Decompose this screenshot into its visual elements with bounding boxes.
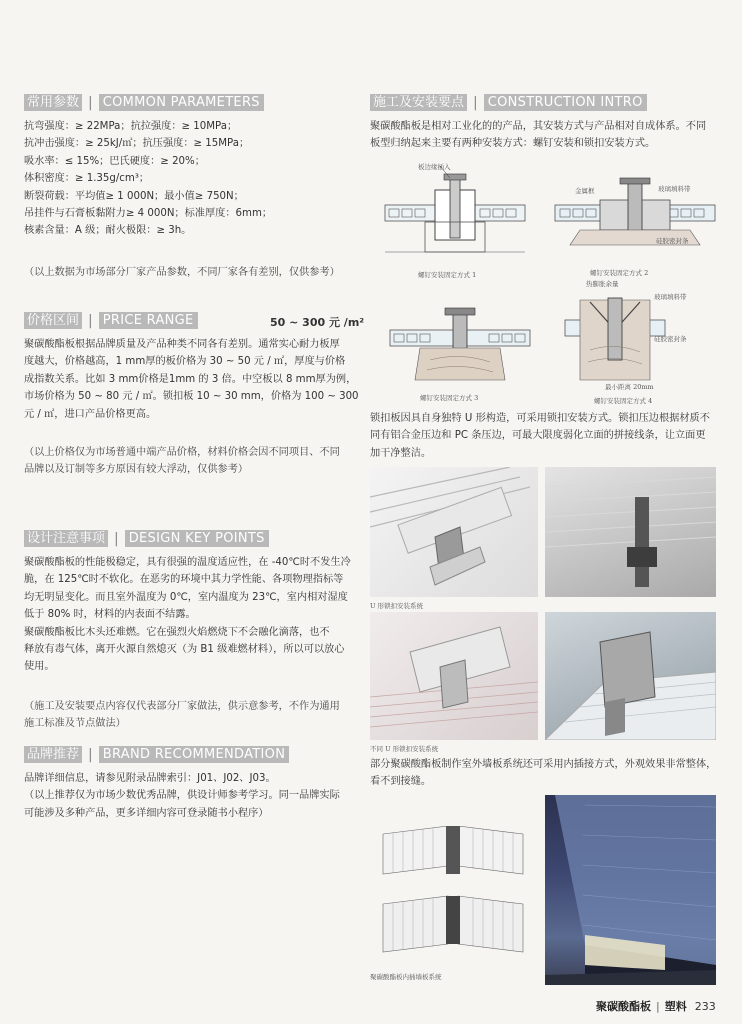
diagram-label: 硅胶密封条 xyxy=(656,237,689,245)
diagram-caption: 螺钉安装固定方式 1 xyxy=(418,271,477,279)
design-note: （施工及安装要点内容仅代表部分厂家做法，供示意参考，不作为通用 施工标准及节点做法） xyxy=(24,701,340,730)
screw-mount-diagram-2 xyxy=(550,170,720,265)
section-header-common: 常用参数 | COMMON PARAMETERS xyxy=(24,94,264,111)
screw-mount-diagram-1 xyxy=(380,160,530,270)
section-title-cn: 设计注意事项 xyxy=(24,530,108,547)
section-title-cn: 常用参数 xyxy=(24,94,82,111)
inner-insert-description: 部分聚碳酸酯板制作室外墙板系统还可采用内插接方式，外观效果非常整体， 看不到接缝。 xyxy=(370,759,717,788)
param-line: 吸水率：≤ 15%；巴氏硬度：≥ 20%； xyxy=(24,155,205,167)
section-title-cn: 品牌推荐 xyxy=(24,746,82,763)
price-line: 度越大，价格越高，1 mm厚的板价格为 30 ~ 50 元 / ㎡，厚度与价格 xyxy=(24,356,346,368)
section-header-construction: 施工及安装要点 | CONSTRUCTION INTRO xyxy=(370,94,647,111)
footer-category: 塑料 xyxy=(664,1000,687,1013)
section-title-cn: 价格区间 xyxy=(24,312,82,329)
param-line: 体积密度：≥ 1.35g/cm³； xyxy=(24,173,150,185)
design-description: 聚碳酸酯板的性能极稳定，具有很强的温度适应性，在 -40℃时不发生冷 脆，在 125℃时不软化。在恶劣的环境中其力学性能、各项物理指标等 均无明显变化。而且室外温度为 0℃，室内温度为 23℃，室内相对湿度 低于 80% 时，材料的内表面不结露。 聚碳酸酯板比木头还难燃。它在强烈火焰燃烧下不会融化滴落，也不 释放有毒气体，离开火源自然熄灭（为 B1 级难燃材料），所以可以放心 使用。 xyxy=(24,557,351,673)
param-line: 抗冲击强度：≥ 25kJ/㎡；抗压强度：≥ 15MPa； xyxy=(24,138,250,150)
param-line: 抗弯强度：≥ 22MPa；抗拉强度：≥ 10MPa； xyxy=(24,121,238,132)
price-range-value: 50 ~ 300 元 /m² xyxy=(270,316,365,329)
diagram-caption: 螺钉安装固定方式 4 xyxy=(594,397,653,405)
building-facade-photo xyxy=(545,795,716,985)
diagram-label: 最小距离 20mm xyxy=(605,383,654,391)
section-title-en: COMMON PARAMETERS xyxy=(99,94,264,111)
u-lock-photo-3 xyxy=(370,612,538,740)
common-parameters-list xyxy=(24,118,354,240)
screw-mount-diagram-3 xyxy=(385,300,535,390)
param-line: 核素含量：A 级；耐火极限：≥ 3h。 xyxy=(24,225,192,237)
diagram-caption: 螺钉安装固定方式 2 xyxy=(590,269,649,277)
section-title-en: PRICE RANGE xyxy=(99,312,198,329)
param-line: 断裂荷载：平均值≥ 1 000N；最小值≥ 750N； xyxy=(24,190,244,202)
construction-intro: 聚碳酸酯板是相对工业化的的产品，其安装方式与产品相对自成体系。不同 板型归纳起来主要有两种安装方式：螺钉安装和锁扣安装方式。 xyxy=(370,121,707,150)
section-title-en: BRAND RECOMMENDATION xyxy=(99,746,290,763)
price-line: 元 / ㎡，进口产品价格更高。 xyxy=(24,408,157,420)
common-note: （以上数据为市场部分厂家产品参数，不同厂家各有差别，仅供参考） xyxy=(24,267,340,278)
price-line: 市场价格为 50 ~ 80 元 / ㎡。锁扣板 10 ~ 30 mm，价格为 100 ~ 300 xyxy=(24,391,359,403)
price-note: （以上价格仅为市场普通中端产品价格，材料价格会因不同项目、不同 品牌以及订制等多方原因有较大浮动，仅供参考） xyxy=(24,447,340,476)
footer-product: 聚碳酸酯板 xyxy=(596,1000,651,1013)
u-lock-photo-4 xyxy=(545,612,716,740)
price-line: 成指数关系。比如 3 mm价格是1mm 的 3 倍。中空板以 8 mm厚为例， xyxy=(24,373,357,385)
price-description xyxy=(24,336,364,423)
section-header-design: 设计注意事项 | DESIGN KEY POINTS xyxy=(24,530,269,547)
brand-description: 品牌详细信息，请参见附录品牌索引：J01、J02、J03。 （以上推荐仅为市场少数优秀品牌，供设计师参考学习。同一品牌实际 可能涉及多种产品，更多详细内容可登录随书小程序） xyxy=(24,773,340,819)
diagram-caption: 聚碳酸酯板内插墙板系统 xyxy=(370,973,442,981)
u-lock-photo-1 xyxy=(370,467,538,597)
diagram-label: 硅胶密封条 xyxy=(654,335,687,343)
section-header-price: 价格区间 | PRICE RANGE xyxy=(24,312,198,329)
section-title-en: DESIGN KEY POINTS xyxy=(125,530,269,547)
diagram-caption: 螺钉安装固定方式 3 xyxy=(420,394,479,402)
section-header-brand: 品牌推荐 | BRAND RECOMMENDATION xyxy=(24,746,289,763)
diagram-label: 玻璃填料带 xyxy=(654,293,687,301)
diagram-label: 金属框 xyxy=(575,187,595,195)
diagram-label: 板边缘插入 xyxy=(418,163,451,171)
section-title-cn: 施工及安装要点 xyxy=(370,94,467,111)
lock-install-description: 锁扣板因具自身独特 U 形构造，可采用锁扣安装方式。锁扣压边根据材质不 同有铝合金压边和 PC 条压边，可最大限度弱化立面的拼接线条，让立面更 加干净整洁。 xyxy=(370,413,710,459)
diagram-label: 玻璃填料带 xyxy=(658,185,691,193)
price-line: 聚碳酸酯板根据品牌质量及产品种类不同各有差别。通常实心耐力板厚 xyxy=(24,339,340,350)
param-line: 吊挂件与石膏板黏附力≥ 4 000N；标准厚度：6mm； xyxy=(24,208,273,220)
photo-caption: 不同 U 形锁扣安装系统 xyxy=(370,745,439,753)
diagram-label: 热膨胀余量 xyxy=(586,280,619,288)
page-number: 233 xyxy=(694,999,716,1013)
section-title-en: CONSTRUCTION INTRO xyxy=(484,94,647,111)
page-footer: 聚碳酸酯板 | 塑料 233 xyxy=(596,999,716,1013)
inner-insert-wall-diagram xyxy=(378,826,528,966)
photo-caption: U 形锁扣安装系统 xyxy=(370,602,424,610)
u-lock-photo-2 xyxy=(545,467,716,597)
